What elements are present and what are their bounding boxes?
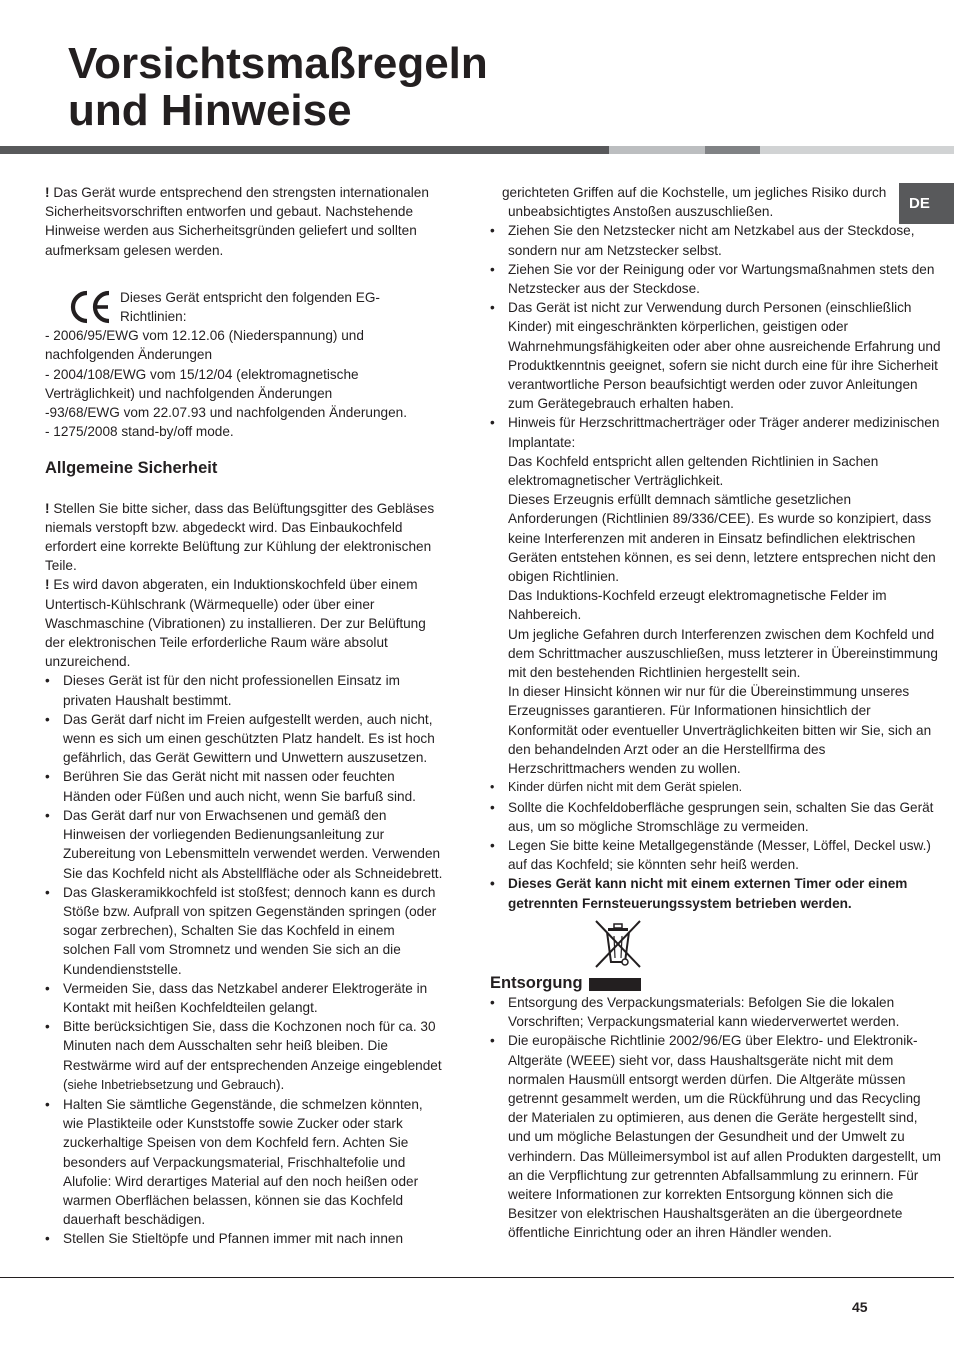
- list-item: • Kinder dürfen nicht mit dem Gerät spielen.: [490, 778, 942, 797]
- disposal-heading-row: [490, 974, 942, 993]
- directive-line: -93/68/EWG vom 22.07.93 und nachfolgenden Änderungen.: [45, 405, 407, 421]
- right-column: [490, 183, 942, 1243]
- list-item-bold: • Dieses Gerät kann nicht mit einem externen Timer oder einem getrennten Fernsteuerungssystem betrieben werden.: [490, 874, 942, 912]
- pacemaker-paragraph: Dieses Erzeugnis erfüllt demnach sämtliche gesetzlichen Anforderungen (Richtlinien 89/336/CEE). Es wurde so konzipiert, dass keine Interferenzen mit anderen in Einsatz befindlichen elektrischen Geräten entstehen können, es sei denn, letztere entsprechen nicht den obigen Richtlinien.: [508, 492, 936, 585]
- pacemaker-paragraph: In dieser Hinsicht können wir nur für die Übereinstimmung unseres Erzeugnisses garantieren. Für Informationen hinsichtlich der Konformität oder eventueller Unverträglichkeiten bitten wir Sie, sich an den behandelnden Arzt oder an die Herstellfirma des Herzschrittmachers wenden zu wollen.: [508, 684, 932, 777]
- heading-marker: [589, 978, 641, 991]
- exclamation-mark: !: [45, 185, 50, 200]
- list-item: • Das Gerät darf nur von Erwachsenen und gemäß den Hinweisen der vorliegenden Bedienungsanleitung zur Zubereitung von Lebensmitteln verwendet werden. Verwenden Sie das Kochfeld nicht als Abstellfläche oder als Schneidebrett.: [45, 806, 445, 883]
- footer-rule: [0, 1277, 954, 1278]
- ce-mark-icon: [67, 287, 113, 327]
- list-item: • Dieses Gerät ist für den nicht professionellen Einsatz im privaten Haushalt bestimmt.: [45, 671, 445, 709]
- safety-list: [45, 671, 445, 1248]
- header-bar-segment: [609, 146, 705, 154]
- continued-text: gerichteten Griffen auf die Kochstelle, um jegliches Risiko durch unbeabsichtigtes Anstoßen auszuschließen.: [502, 185, 887, 220]
- directive-line: - 2006/95/EWG vom 12.12.06 (Niederspannung) und nachfolgenden Änderungen: [45, 328, 364, 363]
- list-item: [490, 413, 942, 778]
- warning-paragraph: [45, 575, 445, 671]
- page-number: 45: [852, 1299, 868, 1315]
- crossed-out-bin-icon: [592, 918, 644, 970]
- list-item: • Das Gerät darf nicht im Freien aufgestellt werden, auch nicht, wenn es sich um einen geschützten Platz handelt. Es ist hoch gefährlich, das Gerät Gewittern und Unwettern auszusetzen.: [45, 710, 445, 768]
- ce-text: Dieses Gerät entspricht den folgenden EG-Richtlinien:: [120, 289, 380, 325]
- page-title-line-1: Vorsichtsmaßregeln: [68, 39, 488, 88]
- cross-reference: siehe Inbetriebsetzung und Gebrauch: [67, 1077, 277, 1092]
- disposal-list: [490, 993, 942, 1243]
- left-column: [45, 183, 445, 1249]
- list-item: • Halten Sie sämtliche Gegenstände, die schmelzen könnten, wie Plastikteile oder Kunststoffe sowie Zucker oder stark zuckerhaltige Speisen von dem Kochfeld fern. Achten Sie besonders auf Verpackungsmaterial, Frischhaltefolie und Alufolie: Wird derartiges Material auf den noch heißen oder warmen Oberflächen belassen, können sie das Kochfeld dauerhaft beschädigen.: [45, 1095, 445, 1229]
- list-item: [45, 1017, 445, 1095]
- section-heading-disposal: Entsorgung: [490, 973, 583, 992]
- pacemaker-title: • Hinweis für Herzschrittmacherträger oder Träger anderer medizinischen Implantate:: [508, 415, 940, 450]
- list-item: • Das Glaskeramikkochfeld ist stoßfest; dennoch kann es durch Stöße bzw. Aufprall von spitzen Gegenständen springen (oder sogar zerbrechen), Schalten Sie das Kochfeld in einem solchen Fall vom Stromnetz und wenden Sie sich an die Kundendienststelle.: [45, 883, 445, 979]
- list-item: • Berühren Sie das Gerät nicht mit nassen oder feuchten Händen oder Füßen und auch nicht, wenn Sie barfuß sind.: [45, 767, 445, 805]
- directive-line: - 1275/2008 stand-by/off mode.: [45, 424, 234, 440]
- list-item: • Ziehen Sie den Netzstecker nicht am Netzkabel aus der Steckdose, sondern nur am Netzstecker selbst.: [490, 221, 942, 259]
- pacemaker-paragraph: Das Kochfeld entspricht allen geltenden Richtlinien in Sachen elektromagnetischer Verträglichkeit.: [508, 453, 879, 489]
- list-item: • Stellen Sie Stieltöpfe und Pfannen immer mit nach innen: [45, 1229, 445, 1248]
- section-heading-safety: Allgemeine Sicherheit: [45, 459, 218, 478]
- exclamation-mark: !: [45, 577, 50, 593]
- intro-paragraph: [45, 183, 445, 260]
- page-title-line-2: und Hinweise: [68, 86, 352, 135]
- list-item: • Die europäische Richtlinie 2002/96/EG über Elektro- und Elektronik-Altgeräte (WEEE) sieht vor, dass Haushaltsgeräte nicht mit dem normalen Hausmüll entsorgt werden dürfen. Die Altgeräte müssen getrennt gesammelt werden, um die Rückführung und das Recycling der Materialen zu optimieren, aus denen die Geräte hergestellt sind, und um mögliche Belastungen der Gesundheit und der Umwelt zu verhindern. Das Mülleimersymbol ist auf allen Produkten dargestellt, um an die Verpflichtung zur getrennten Abfallsammlung zu erinnern. Für weitere Informationen zur korrekten Entsorgung können sich die Besitzer von elektrischen Haushaltsgeräten an die übergeordnete öffentliche Einrichtung oder an ihren Händler wenden.: [490, 1031, 942, 1242]
- page-title: [68, 40, 488, 134]
- list-item: • Legen Sie bitte keine Metallgegenstände (Messer, Löffel, Deckel usw.) auf das Kochfeld; sie könnten sehr heiß werden.: [490, 836, 942, 874]
- list-item: • Ziehen Sie vor der Reinigung oder vor Wartungsmaßnahmen stets den Netzstecker aus der Steckdose.: [490, 260, 942, 298]
- list-item: • Sollte die Kochfeldoberfläche gesprungen sein, schalten Sie das Gerät aus, um so mögliche Stromschläge zu vermeiden.: [490, 798, 942, 836]
- intro-text: Das Gerät wurde entsprechend den strengsten internationalen Sicherheitsvorschriften entworfen und gebaut. Nachstehende Hinweise werden aus Sicherheitsgründen geliefert und sollten aufmerksam gelesen werden.: [45, 185, 429, 258]
- header-bar-segment: [0, 146, 609, 154]
- list-item-text-end: ).: [276, 1076, 285, 1092]
- header-bar-segment: [760, 146, 954, 154]
- list-item-text: Bitte berücksichtigen Sie, dass die Kochzonen noch für ca. 30 Minuten nach dem Ausschalten sehr heiß bleiben. Die Restwärme wird auf der entsprechenden Anzeige eingeblendet (: [63, 1019, 442, 1092]
- directive-line: - 2004/108/EWG vom 15/12/04 (elektromagnetische Verträglichkeit) und nachfolgenden Änderungen: [45, 366, 359, 401]
- language-tab: DE: [899, 183, 954, 224]
- warning-paragraph: [45, 499, 445, 576]
- warning-text: Stellen Sie bitte sicher, dass das Belüftungsgitter des Gebläses niemals verstopft bzw. abgedeckt wird. Das Einbaukochfeld erfordert eine korrekte Belüftung zur Kühlung der elektronischen Teile.: [45, 500, 435, 574]
- header-bar-segment: [705, 146, 760, 154]
- list-item: • Entsorgung des Verpackungsmaterials: Befolgen Sie die lokalen Vorschriften; Verpackungsmaterial kann wiederverwertet werden.: [490, 993, 942, 1031]
- ce-conformity: [45, 288, 445, 326]
- list-item: • Das Gerät ist nicht zur Verwendung durch Personen (einschließlich Kinder) mit eingeschränkten körperlichen, geistigen oder Wahrnehmungsfähigkeiten oder aber ohne ausreichende Erfahrung und Produktkenntnis geeignet, sofern sie nicht durch eine für ihre Sicherheit verantwortliche Person beaufsichtigt werden oder zuvor Anleitungen zum Gerätegebrauch erhalten haben.: [490, 298, 942, 413]
- exclamation-mark: !: [45, 500, 50, 516]
- safety-list-continued: [490, 221, 942, 912]
- pacemaker-paragraph: Das Induktions-Kochfeld erzeugt elektromagnetische Felder im Nahbereich.: [508, 588, 887, 623]
- pacemaker-paragraph: Um jegliche Gefahren durch Interferenzen zwischen dem Kochfeld und dem Schrittmacher auszuschließen, muss letzterer in Übereinstimmung mit den bestehenden Richtlinien hergestellt sein.: [508, 626, 938, 681]
- warning-text: Es wird davon abgeraten, ein Induktionskochfeld über einem Untertisch-Kühlschrank (Wärmequelle) oder über einer Waschmaschine (Vibrationen) zu installieren. Der zur Belüftung der elektronischen Teile erforderliche Raum wäre absolut unzureichend.: [45, 577, 426, 670]
- list-item: • Vermeiden Sie, dass das Netzkabel anderer Elektrogeräte in Kontakt mit heißen Kochfeldteilen gelangt.: [45, 979, 445, 1017]
